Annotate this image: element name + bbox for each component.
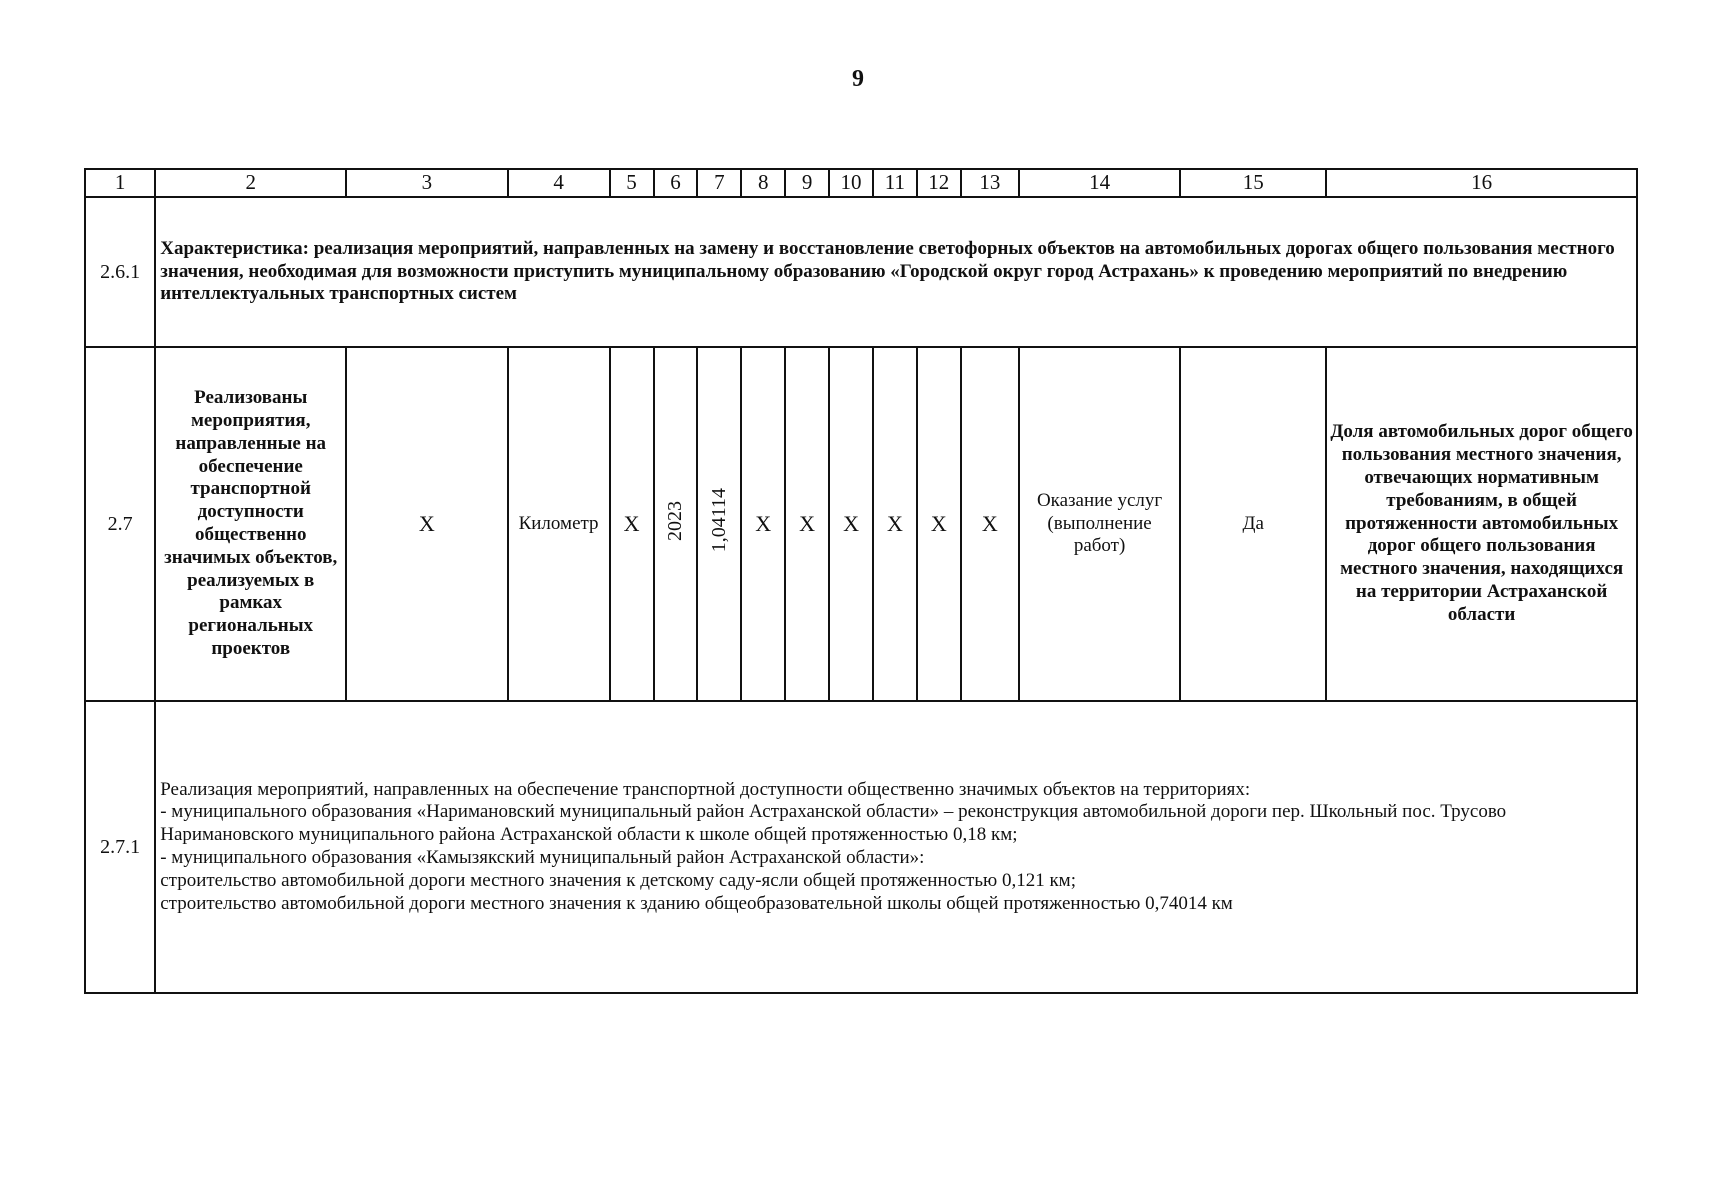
description-line: - муниципального образования «Камызякский муниципальный район Астраханской области»: [160,847,925,868]
header-col-13: 13 [961,169,1019,197]
description-line: Реализация мероприятий, направленных на обеспечение транспортной доступности общественно значимых объектов на территориях: [160,778,1251,800]
year-cell [654,347,698,701]
header-col-15: 15 [1180,169,1326,197]
cell-col-12: X [917,347,961,701]
target-value: 1,04114 [708,488,731,553]
header-col-10: 10 [829,169,873,197]
unit-cell: Километр [508,347,610,701]
page-number: 9 [852,66,864,92]
characteristic-text: Характеристика: реализация мероприятий, направленных на замену и восстановление светофорных объектов на автомобильных дорогах общего пользования местного значения, необходимая для возможности приступить муниципальному образованию «Городской округ город Астрахань» к проведению мероприятий по внедрению интеллектуальных транспортных систем [155,197,1637,347]
header-col-5: 5 [610,169,654,197]
header-col-7: 7 [697,169,741,197]
header-col-9: 9 [785,169,829,197]
header-col-1: 1 [85,169,155,197]
result-type-cell: Оказание услуг (выполнение работ) [1019,347,1180,701]
description-line: строительство автомобильной дороги местного значения к зданию общеобразовательной школы общей протяженностью 0,74014 км [160,892,1233,914]
cell-col-3: X [346,347,507,701]
result-name: Реализованы мероприятия, направленные на обеспечение транспортной доступности общественно значимых объектов, реализуемых в рамках региональных проектов [155,347,346,701]
header-col-12: 12 [917,169,961,197]
value-cell [697,347,741,701]
header-col-4: 4 [508,169,610,197]
cell-col-5: X [610,347,654,701]
header-col-11: 11 [873,169,917,197]
header-row [85,169,1637,197]
indicator-link-cell: Доля автомобильных дорог общего пользования местного значения, отвечающих нормативным требованиям, в общей протяженности автомобильных дорог общего пользования местного значения, находящихся на территории Астраханской области [1326,347,1637,701]
cell-col-13: X [961,347,1019,701]
cell-col-10: X [829,347,873,701]
header-col-8: 8 [741,169,785,197]
header-col-3: 3 [346,169,507,197]
header-col-14: 14 [1019,169,1180,197]
cell-col-9: X [785,347,829,701]
description-line: строительство автомобильной дороги местного значения к детскому саду-ясли общей протяженностью 0,121 км; [160,869,1076,891]
cell-col-11: X [873,347,917,701]
cell-col-8: X [741,347,785,701]
row-number: 2.7.1 [85,701,155,993]
row-number: 2.6.1 [85,197,155,347]
description-line: - муниципального образования «Наримановский муниципальный район Астраханской области» – реконструкция автомобильной дороги пер. Школьный пос. Трусово Наримановского муниципального района Астраханской области к школе общей протяженностью 0,18 км; [160,801,1507,846]
measure-description [155,701,1637,993]
header-col-16: 16 [1326,169,1637,197]
header-col-2: 2 [155,169,346,197]
row-number: 2.7 [85,347,155,701]
program-table [84,168,1638,994]
table-row [85,197,1637,347]
flag-cell: Да [1180,347,1326,701]
year-value: 2023 [664,500,687,541]
table-row [85,347,1637,701]
table-row [85,701,1637,993]
header-col-6: 6 [654,169,698,197]
